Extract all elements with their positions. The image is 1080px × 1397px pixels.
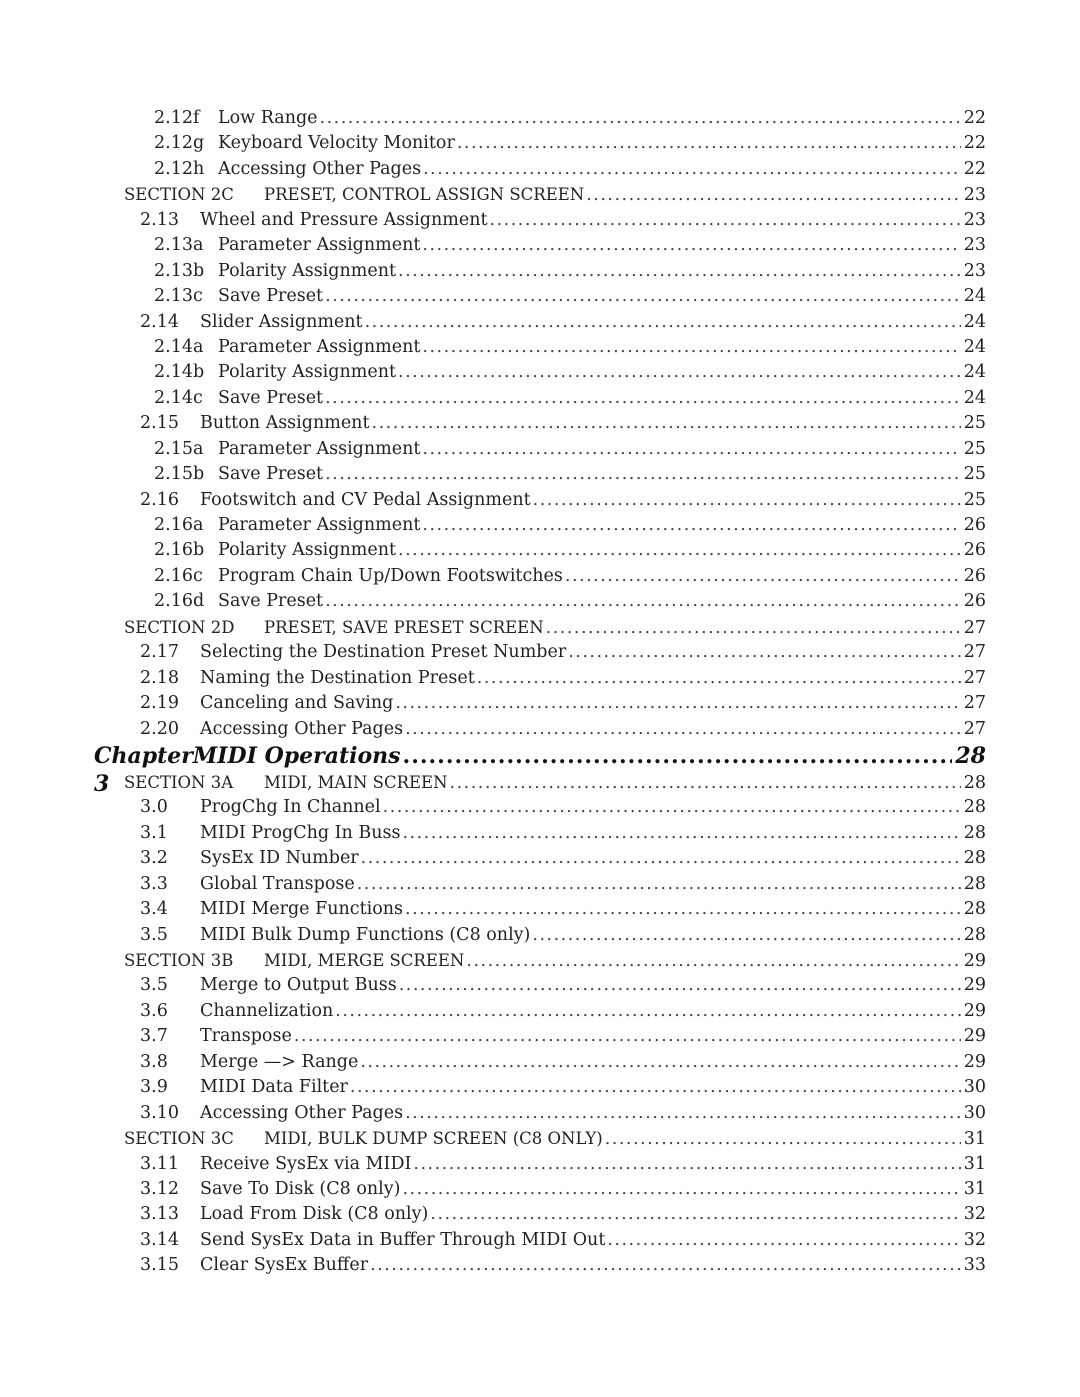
dot-leader bbox=[325, 462, 961, 487]
entry-number: 2.15b bbox=[154, 464, 205, 485]
entry-page-number: 24 bbox=[963, 286, 986, 307]
toc-entry bbox=[94, 872, 986, 897]
dot-leader bbox=[607, 1228, 960, 1253]
entry-page-number: 25 bbox=[963, 489, 986, 510]
toc-entry bbox=[94, 462, 986, 487]
entry-title: Low Range bbox=[218, 108, 318, 128]
entry-page-number: 28 bbox=[963, 873, 986, 894]
toc-entry bbox=[94, 1228, 986, 1253]
dot-leader bbox=[405, 1101, 961, 1126]
entry-page-number: 23 bbox=[963, 235, 986, 256]
entry-page-number: 27 bbox=[963, 693, 986, 714]
entry-title: Polarity Assignment bbox=[218, 260, 396, 281]
entry-page-number: 32 bbox=[963, 1204, 986, 1225]
dot-leader bbox=[294, 1024, 961, 1049]
entry-number: 2.17 bbox=[140, 642, 179, 663]
entry-title: Button Assignment bbox=[200, 413, 370, 434]
entry-number: 2.19 bbox=[140, 693, 179, 714]
entry-page-number: 22 bbox=[963, 158, 986, 179]
dot-leader bbox=[605, 1127, 961, 1152]
entry-title: Merge to Output Buss bbox=[200, 975, 397, 996]
toc-entry bbox=[94, 386, 986, 411]
entry-page-number: 27 bbox=[963, 667, 986, 688]
entry-page-number: 31 bbox=[963, 1153, 986, 1174]
dot-leader bbox=[430, 1202, 960, 1227]
entry-number: 3.2 bbox=[140, 848, 168, 869]
entry-page-number: 29 bbox=[963, 951, 986, 971]
dot-leader bbox=[370, 1253, 961, 1278]
toc-entry bbox=[94, 284, 986, 309]
entry-number: 3.11 bbox=[140, 1153, 179, 1174]
toc-entry bbox=[94, 1101, 986, 1126]
entry-page-number: 33 bbox=[963, 1255, 986, 1276]
entry-number: 2.12h bbox=[154, 158, 205, 179]
entry-page-number: 23 bbox=[963, 209, 986, 230]
entry-page-number: 22 bbox=[963, 133, 986, 154]
toc-entry bbox=[94, 411, 986, 436]
entry-page-number: 23 bbox=[963, 185, 986, 206]
entry-title: Canceling and Saving bbox=[200, 693, 394, 714]
entry-number: 3.0 bbox=[140, 797, 168, 818]
toc-entry bbox=[94, 1050, 986, 1075]
dot-leader bbox=[405, 717, 961, 742]
entry-title: Global Transpose bbox=[200, 873, 355, 894]
entry-page-number: 28 bbox=[963, 899, 986, 920]
entry-page-number: 25 bbox=[963, 413, 986, 434]
entry-page-number: 30 bbox=[963, 1102, 986, 1123]
entry-title: Save Preset bbox=[218, 286, 324, 307]
entry-number: 2.14 bbox=[140, 311, 179, 332]
toc-entry bbox=[94, 1253, 986, 1278]
toc-entry bbox=[94, 666, 986, 691]
dot-leader bbox=[325, 589, 961, 614]
dot-leader bbox=[325, 284, 961, 309]
toc-entry bbox=[94, 538, 986, 563]
dot-leader bbox=[490, 208, 961, 233]
entry-page-number: 28 bbox=[955, 742, 986, 769]
toc-entry bbox=[94, 564, 986, 589]
entry-title: Channelization bbox=[200, 1000, 334, 1021]
toc-entry bbox=[94, 1177, 986, 1202]
entry-number: 3.15 bbox=[140, 1255, 179, 1276]
entry-title: Transpose bbox=[200, 1026, 292, 1047]
dot-leader bbox=[398, 259, 961, 284]
toc-entry bbox=[94, 259, 986, 284]
toc-entry bbox=[94, 589, 986, 614]
toc-entry bbox=[94, 513, 986, 538]
entry-title: Parameter Assignment bbox=[218, 336, 421, 357]
entry-title: Save Preset bbox=[218, 387, 324, 408]
toc-entry bbox=[94, 897, 986, 922]
entry-title: MIDI, BULK DUMP SCREEN (C8 ONLY) bbox=[264, 1129, 603, 1149]
entry-number: 2.12g bbox=[154, 133, 205, 154]
entry-number: 3.7 bbox=[140, 1026, 168, 1047]
dot-leader bbox=[320, 106, 961, 131]
entry-page-number: 32 bbox=[963, 1229, 986, 1250]
entry-page-number: 29 bbox=[963, 1051, 986, 1072]
entry-page-number: 30 bbox=[963, 1077, 986, 1098]
entry-title: Save Preset bbox=[218, 591, 324, 612]
entry-title: MIDI ProgChg In Buss bbox=[200, 822, 401, 843]
entry-title: MIDI Merge Functions bbox=[200, 899, 404, 920]
entry-title: Send SysEx Data in Buffer Through MIDI Out bbox=[200, 1229, 606, 1250]
entry-title: MIDI, MAIN SCREEN bbox=[264, 772, 448, 792]
entry-title: MIDI Operations bbox=[192, 742, 401, 769]
toc-entry bbox=[94, 846, 986, 871]
entry-number: SECTION 3C bbox=[124, 1129, 234, 1149]
entry-number: 3.6 bbox=[140, 1000, 168, 1021]
entry-number: 3.3 bbox=[140, 873, 168, 894]
entry-page-number: 27 bbox=[963, 718, 986, 739]
dot-leader bbox=[399, 973, 961, 998]
entry-number: 2.13c bbox=[154, 286, 203, 307]
entry-title: Parameter Assignment bbox=[218, 438, 421, 459]
entry-page-number: 31 bbox=[963, 1129, 986, 1150]
entry-title: Wheel and Pressure Assignment bbox=[200, 209, 488, 230]
dot-leader bbox=[565, 564, 961, 589]
entry-number: 2.13 bbox=[140, 209, 179, 230]
entry-page-number: 25 bbox=[963, 438, 986, 459]
entry-number: Chapter 3 bbox=[94, 742, 193, 797]
dot-leader bbox=[423, 157, 961, 182]
entry-title: ProgChg In Channel bbox=[200, 797, 381, 818]
entry-page-number: 24 bbox=[963, 336, 986, 357]
toc-entry bbox=[94, 437, 986, 462]
dot-leader bbox=[466, 949, 960, 974]
toc-entry bbox=[94, 717, 986, 742]
toc-entry bbox=[94, 1075, 986, 1100]
entry-title: SysEx ID Number bbox=[200, 848, 359, 869]
toc-entry bbox=[94, 821, 986, 846]
entry-title: Polarity Assignment bbox=[218, 362, 396, 383]
entry-page-number: 28 bbox=[963, 848, 986, 869]
entry-page-number: 28 bbox=[963, 772, 986, 793]
dot-leader bbox=[357, 872, 961, 897]
toc-entry bbox=[94, 360, 986, 385]
entry-number: SECTION 2C bbox=[124, 185, 234, 205]
dot-leader bbox=[383, 795, 961, 820]
entry-number: 2.16d bbox=[154, 591, 205, 612]
entry-title: Save Preset bbox=[218, 464, 324, 485]
dot-leader bbox=[395, 691, 960, 716]
entry-page-number: 31 bbox=[963, 1178, 986, 1199]
dot-leader bbox=[533, 488, 961, 513]
dot-leader bbox=[586, 183, 960, 208]
entry-page-number: 28 bbox=[963, 924, 986, 945]
entry-number: 2.16b bbox=[154, 540, 205, 561]
dot-leader bbox=[450, 771, 961, 796]
entry-number: 2.14b bbox=[154, 362, 205, 383]
toc-entry bbox=[94, 923, 986, 948]
entry-title: Parameter Assignment bbox=[218, 235, 421, 256]
toc-entry bbox=[94, 999, 986, 1024]
entry-page-number: 22 bbox=[963, 108, 986, 128]
toc-entry bbox=[94, 106, 986, 131]
dot-leader bbox=[477, 666, 961, 691]
toc-entry bbox=[94, 1152, 986, 1177]
entry-title: Save To Disk (C8 only) bbox=[200, 1178, 401, 1199]
entry-number: 3.13 bbox=[140, 1204, 179, 1225]
toc-entry bbox=[94, 310, 986, 335]
entry-title: Accessing Other Pages bbox=[218, 158, 422, 179]
entry-title: Footswitch and CV Pedal Assignment bbox=[200, 489, 531, 510]
toc-entry bbox=[94, 640, 986, 665]
toc-entry bbox=[94, 208, 986, 233]
entry-number: 2.18 bbox=[140, 667, 179, 688]
entry-title: Accessing Other Pages bbox=[200, 1102, 404, 1123]
entry-title: MIDI, MERGE SCREEN bbox=[264, 951, 465, 970]
entry-number: SECTION 3A bbox=[124, 772, 234, 792]
entry-number: 2.12f bbox=[154, 108, 200, 128]
entry-page-number: 26 bbox=[963, 540, 986, 561]
dot-leader bbox=[335, 999, 960, 1024]
dot-leader bbox=[532, 923, 960, 948]
dot-leader bbox=[403, 742, 953, 770]
entry-number: 2.20 bbox=[140, 718, 179, 739]
entry-title: Clear SysEx Buffer bbox=[200, 1255, 369, 1276]
entry-page-number: 28 bbox=[963, 822, 986, 843]
entry-title: PRESET, SAVE PRESET SCREEN bbox=[264, 617, 544, 637]
entry-title: Merge —> Range bbox=[200, 1051, 359, 1072]
entry-number: 2.14c bbox=[154, 387, 203, 408]
dot-leader bbox=[422, 437, 960, 462]
toc-entry bbox=[94, 488, 986, 513]
entry-title: Load From Disk (C8 only) bbox=[200, 1204, 429, 1225]
dot-leader bbox=[405, 897, 961, 922]
dot-leader bbox=[422, 335, 960, 360]
dot-leader bbox=[325, 386, 961, 411]
entry-title: PRESET, CONTROL ASSIGN SCREEN bbox=[264, 185, 585, 205]
entry-page-number: 28 bbox=[963, 797, 986, 818]
entry-page-number: 29 bbox=[963, 1000, 986, 1021]
entry-number: 3.4 bbox=[140, 899, 168, 920]
entry-title: Receive SysEx via MIDI bbox=[200, 1153, 412, 1174]
entry-number: 2.15a bbox=[154, 438, 204, 459]
dot-leader bbox=[398, 360, 961, 385]
toc-entry bbox=[94, 233, 986, 258]
entry-number: 3.1 bbox=[140, 822, 168, 843]
dot-leader bbox=[457, 131, 961, 156]
entry-page-number: 26 bbox=[963, 565, 986, 586]
toc-entry bbox=[94, 157, 986, 182]
entry-number: 2.16a bbox=[154, 515, 204, 535]
entry-title: Slider Assignment bbox=[200, 311, 363, 332]
entry-title: MIDI Data Filter bbox=[200, 1077, 348, 1098]
entry-title: Parameter Assignment bbox=[218, 515, 421, 535]
entry-number: 3.5 bbox=[140, 975, 168, 996]
dot-leader bbox=[398, 538, 961, 563]
entry-number: SECTION 3B bbox=[124, 951, 234, 970]
entry-number: 2.16c bbox=[154, 565, 203, 586]
entry-number: 2.16 bbox=[140, 489, 179, 510]
entry-page-number: 27 bbox=[963, 617, 986, 638]
entry-number: 2.14a bbox=[154, 336, 204, 357]
dot-leader bbox=[350, 1075, 961, 1100]
entry-title: Naming the Destination Preset bbox=[200, 667, 475, 688]
entry-number: 3.8 bbox=[140, 1051, 168, 1072]
entry-title: Selecting the Destination Preset Number bbox=[200, 642, 567, 663]
dot-leader bbox=[422, 233, 960, 258]
entry-page-number: 25 bbox=[963, 464, 986, 485]
entry-title: Keyboard Velocity Monitor bbox=[218, 133, 455, 154]
dot-leader bbox=[402, 821, 960, 846]
toc-entry bbox=[94, 795, 986, 820]
toc-entry bbox=[94, 1024, 986, 1049]
toc-entry bbox=[94, 335, 986, 360]
entry-page-number: 29 bbox=[963, 975, 986, 996]
entry-page-number: 29 bbox=[963, 1026, 986, 1047]
dot-leader bbox=[372, 411, 961, 436]
toc-section-entry bbox=[94, 1126, 986, 1151]
entry-number: 3.12 bbox=[140, 1178, 179, 1199]
entry-page-number: 24 bbox=[963, 387, 986, 408]
entry-title: Polarity Assignment bbox=[218, 540, 396, 561]
entry-number: 3.5 bbox=[140, 924, 168, 945]
entry-number: 3.14 bbox=[140, 1229, 179, 1250]
toc-section-entry bbox=[94, 948, 986, 973]
toc-section-entry bbox=[94, 770, 986, 795]
dot-leader bbox=[413, 1152, 960, 1177]
dot-leader bbox=[568, 640, 961, 665]
toc-section-entry bbox=[94, 615, 986, 640]
entry-title: Program Chain Up/Down Footswitches bbox=[218, 565, 563, 586]
entry-title: Accessing Other Pages bbox=[200, 718, 404, 739]
entry-page-number: 27 bbox=[963, 642, 986, 663]
entry-title: MIDI Bulk Dump Functions (C8 only) bbox=[200, 924, 531, 945]
entry-page-number: 24 bbox=[963, 311, 986, 332]
dot-leader bbox=[365, 310, 961, 335]
dot-leader bbox=[360, 1050, 960, 1075]
toc-entry bbox=[94, 1202, 986, 1227]
toc-section-entry bbox=[94, 182, 986, 207]
entry-number: 3.9 bbox=[140, 1077, 168, 1098]
table-of-contents bbox=[94, 106, 986, 1279]
entry-number: 2.13b bbox=[154, 260, 205, 281]
entry-page-number: 26 bbox=[963, 591, 986, 612]
entry-page-number: 24 bbox=[963, 362, 986, 383]
toc-entry bbox=[94, 131, 986, 156]
dot-leader bbox=[361, 846, 961, 871]
entry-number: SECTION 2D bbox=[124, 617, 235, 637]
entry-page-number: 26 bbox=[963, 515, 986, 535]
entry-number: 2.13a bbox=[154, 235, 204, 256]
dot-leader bbox=[546, 616, 961, 641]
toc-entry bbox=[94, 973, 986, 998]
entry-page-number: 23 bbox=[963, 260, 986, 281]
toc-entry bbox=[94, 691, 986, 716]
entry-number: 3.10 bbox=[140, 1102, 179, 1123]
dot-leader bbox=[422, 513, 960, 538]
entry-number: 2.15 bbox=[140, 413, 179, 434]
dot-leader bbox=[402, 1177, 960, 1202]
